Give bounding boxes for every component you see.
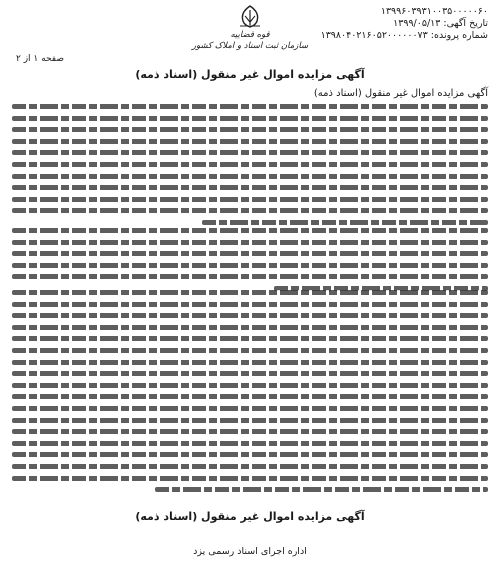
text-line (12, 336, 488, 341)
text-line (12, 174, 488, 179)
text-line (12, 185, 488, 190)
text-line (12, 290, 488, 295)
text-line (12, 150, 488, 155)
text-line (12, 360, 488, 365)
text-line (12, 127, 488, 132)
text-line (12, 371, 488, 376)
notice-number: ۱۳۹۹۶۰۳۹۳۱۰۰۳۵۰۰۰۰۰۶۰ (380, 6, 488, 17)
org-line-1: قوه قضاییه (230, 30, 270, 40)
footer-title: آگهی مزایده اموال غیر منقول (اسناد ذمه) (135, 510, 365, 523)
file-number-label: شماره پرونده: (430, 30, 488, 41)
text-line (12, 208, 488, 213)
footer-org: اداره اجرای اسناد رسمی یزد (193, 546, 307, 557)
paragraph-property-details (12, 290, 488, 499)
file-number-row (318, 30, 488, 42)
text-line (12, 302, 488, 307)
org-line-2: سازمان ثبت اسناد و املاک کشور (191, 41, 309, 51)
text-line (12, 240, 488, 245)
text-line (12, 394, 488, 399)
text-line (12, 228, 488, 233)
page-indicator: صفحه ۱ از ۲ (16, 54, 64, 64)
text-line (12, 476, 488, 481)
text-line (12, 104, 488, 109)
text-line (12, 313, 488, 318)
text-line (155, 487, 488, 492)
section-title: آگهی مزایده اموال غیر منقول (اسناد ذمه) (313, 88, 488, 99)
text-line (12, 348, 488, 353)
text-line (12, 116, 488, 121)
text-line (12, 139, 488, 144)
file-number: ۱۳۹۸۰۴۰۲۱۶۰۵۲۰۰۰۰۰۰۷۳ (320, 30, 428, 41)
notice-date: ۱۳۹۹/۰۵/۱۳ (393, 18, 441, 29)
header-emblem-block (190, 4, 310, 52)
paragraph-boundaries (12, 228, 488, 298)
text-line (12, 263, 488, 268)
notice-date-label: تاریخ آگهی: (443, 18, 488, 29)
text-line (12, 406, 488, 411)
text-line (12, 274, 488, 279)
state-seal-emblem-icon (235, 4, 265, 30)
notice-meta (318, 6, 488, 42)
notice-date-row (318, 18, 488, 30)
text-line (202, 220, 488, 225)
text-line (12, 383, 488, 388)
text-line (12, 441, 488, 446)
text-line (12, 429, 488, 434)
text-line (12, 325, 488, 330)
text-line (12, 162, 488, 167)
text-line (12, 418, 488, 423)
text-line (12, 464, 488, 469)
text-line (12, 197, 488, 202)
paragraph-intro (12, 104, 488, 232)
notice-title: آگهی مزایده اموال غیر منقول (اسناد ذمه) (135, 68, 365, 81)
text-line (12, 251, 488, 256)
text-line (12, 452, 488, 457)
notice-number-row (318, 6, 488, 18)
